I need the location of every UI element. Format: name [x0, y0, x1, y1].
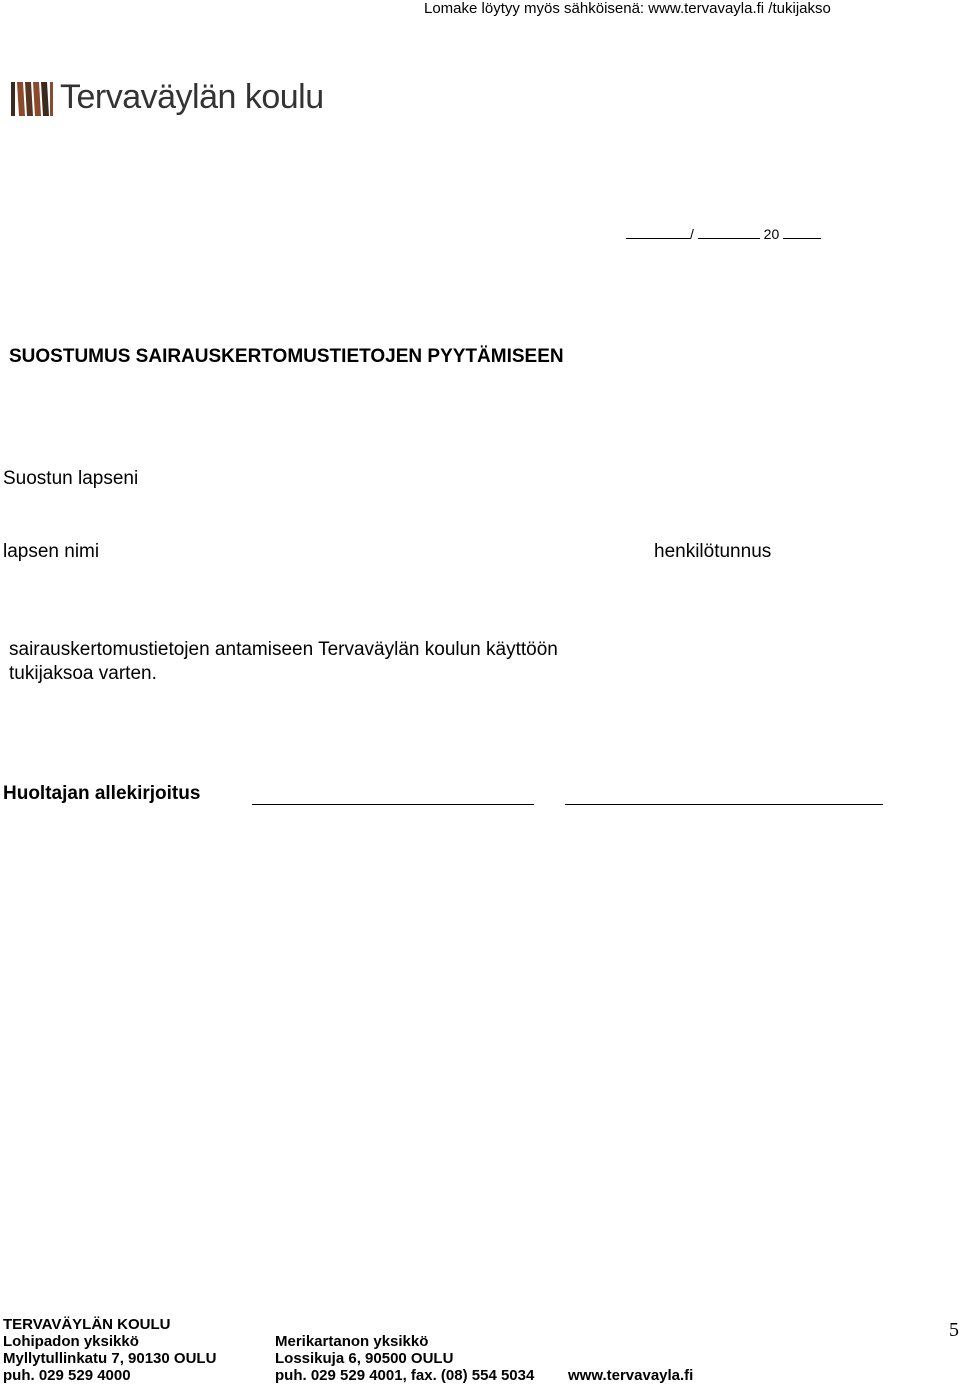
footer-unit1-address: Myllytullinkatu 7, 90130 OULU — [3, 1350, 217, 1367]
footer-website[interactable]: www.tervavayla.fi — [568, 1367, 694, 1384]
footer-unit1 — [3, 1333, 216, 1384]
page-number: 5 — [949, 1319, 959, 1341]
year-prefix: 20 — [763, 226, 780, 242]
footer-unit1-phone: puh. 029 529 4000 — [3, 1367, 131, 1384]
logo-text: Tervaväylän koulu — [60, 78, 324, 116]
date-separator: / — [690, 226, 694, 242]
ssn-label: henkilötunnus — [654, 541, 772, 562]
date-field[interactable] — [626, 226, 821, 242]
footer-org-name: TERVAVÄYLÄN KOULU — [3, 1316, 171, 1333]
form-title: SUOSTUMUS SAIRAUSKERTOMUSTIETOJEN PYYTÄMISEEN — [9, 346, 564, 367]
day-blank[interactable] — [626, 226, 690, 239]
footer-unit2 — [275, 1333, 534, 1384]
consent-text: Suostun lapseni — [3, 468, 139, 489]
child-name-label: lapsen nimi — [3, 541, 100, 562]
top-note: Lomake löytyy myös sähköisenä: www.tervavayla.fi /tukijakso — [424, 0, 831, 17]
footer-unit2-address: Lossikuja 6, 90500 OULU — [275, 1350, 454, 1367]
signature-label: Huoltajan allekirjoitus — [3, 783, 201, 804]
footer-unit2-name: Merikartanon yksikkö — [275, 1333, 429, 1350]
logo-icon — [10, 80, 54, 118]
footer-unit2-phone: puh. 029 529 4001, fax. (08) 554 5034 — [275, 1367, 535, 1384]
month-blank[interactable] — [698, 226, 760, 239]
purpose-text: sairauskertomustietojen antamiseen Tervaväylän koulun käyttöön tukijaksoa varten. — [9, 639, 558, 684]
name-clarification-line[interactable] — [565, 804, 883, 805]
year-blank[interactable] — [783, 226, 821, 239]
footer-unit1-name: Lohipadon yksikkö — [3, 1333, 139, 1350]
signature-line[interactable] — [252, 804, 534, 805]
